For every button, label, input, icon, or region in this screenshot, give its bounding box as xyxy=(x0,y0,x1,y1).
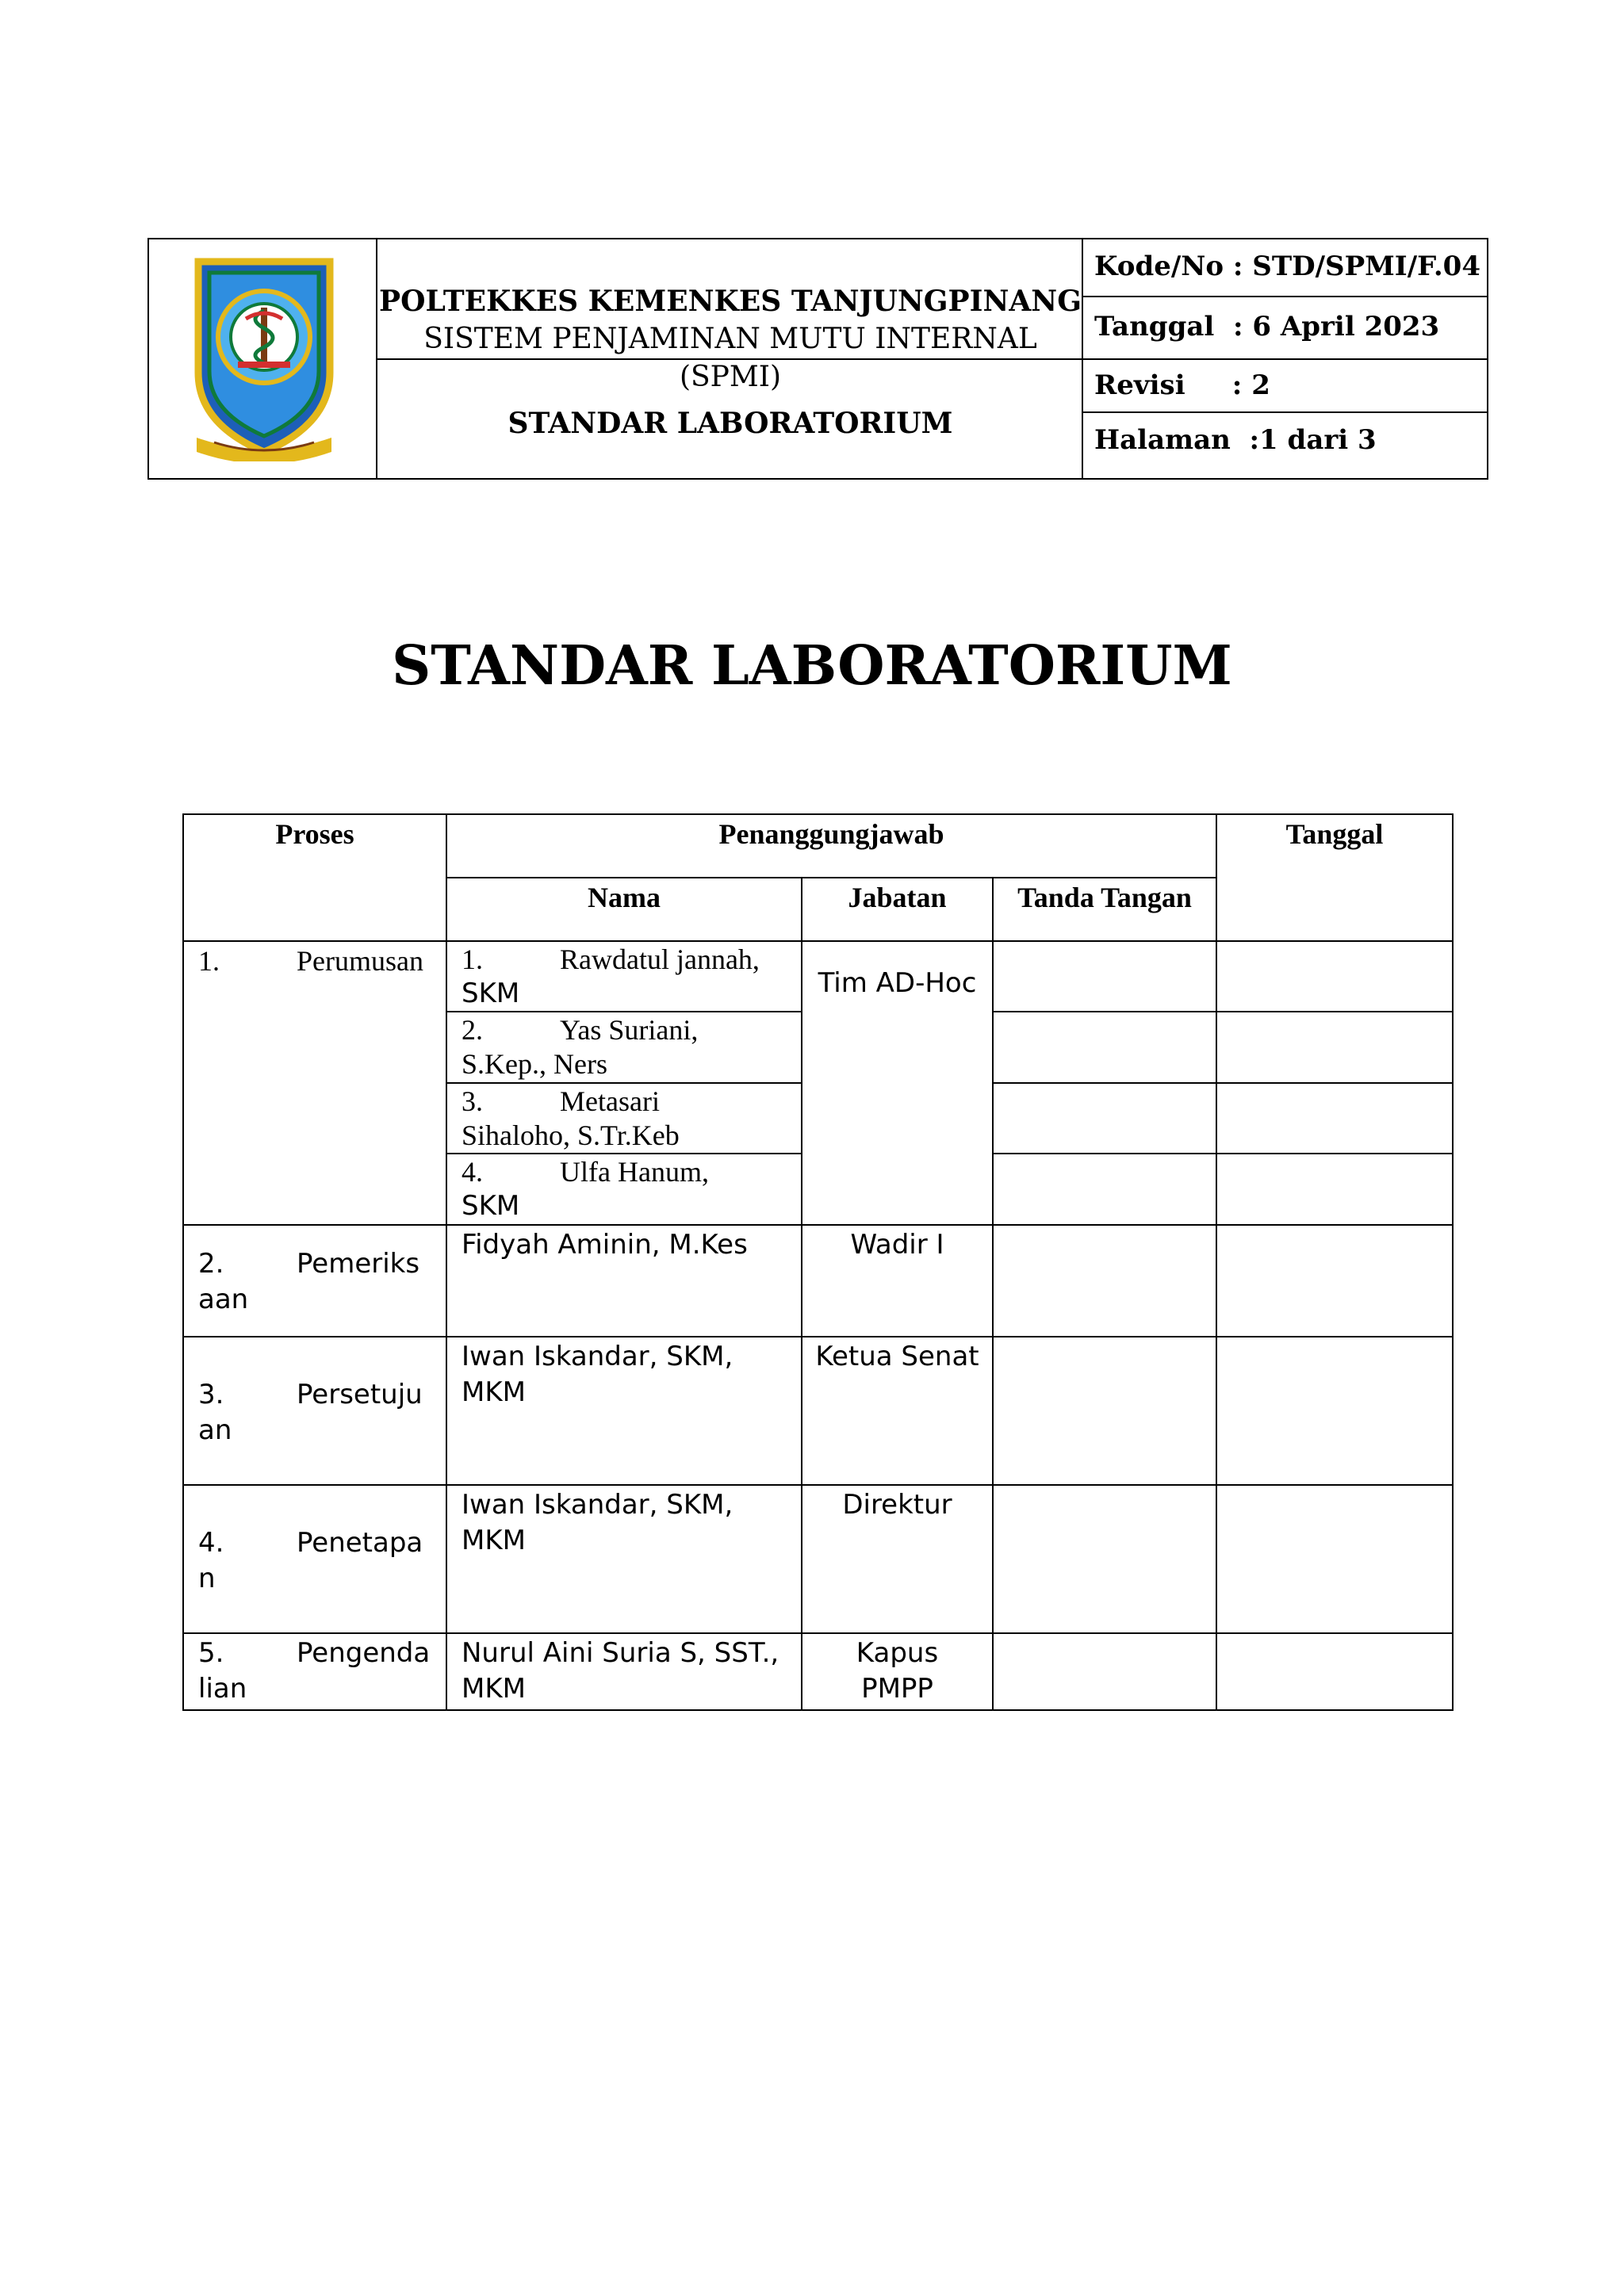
person-name-cont: SKM xyxy=(462,1190,520,1222)
table-border xyxy=(182,1484,1454,1486)
header-document-title: STANDAR LABORATORIUM xyxy=(508,407,953,440)
person-name-cont: S.Kep., Ners xyxy=(462,1048,607,1080)
process-name: Persetuju xyxy=(297,1379,423,1410)
person-name-cont: MKM xyxy=(462,1376,526,1408)
position-title: Tim AD-Hoc xyxy=(818,967,977,999)
institution-logo xyxy=(190,254,338,461)
header-proses: Proses xyxy=(275,818,354,850)
position-title: Kapus xyxy=(856,1637,939,1669)
logo-cell xyxy=(149,239,377,478)
person-name: Rawdatul jannah, xyxy=(560,943,760,975)
header-divider xyxy=(1083,296,1487,297)
name-number: 1. xyxy=(462,943,483,975)
header-tanda-tangan: Tanda Tangan xyxy=(1017,882,1192,913)
header-jabatan: Jabatan xyxy=(848,882,947,913)
meta-tanggal: Tanggal : 6 April 2023 xyxy=(1094,311,1440,342)
position-title: Direktur xyxy=(842,1489,952,1521)
person-name: Yas Suriani, xyxy=(560,1014,699,1046)
person-name-cont: MKM xyxy=(462,1525,526,1556)
meta-revisi: Revisi : 2 xyxy=(1094,369,1270,401)
table-border xyxy=(992,877,994,1711)
table-border xyxy=(182,940,1454,942)
person-name: Nurul Aini Suria S, SST., xyxy=(462,1637,779,1669)
person-name-cont: SKM xyxy=(462,978,520,1009)
person-name: Ulfa Hanum, xyxy=(560,1156,709,1188)
approval-table xyxy=(182,813,1454,1711)
table-border xyxy=(182,1336,1454,1337)
table-border xyxy=(182,1224,1454,1226)
process-name-cont: an xyxy=(198,1414,232,1446)
table-border xyxy=(1452,813,1454,1711)
name-number: 2. xyxy=(462,1014,483,1046)
person-name: Iwan Iskandar, SKM, xyxy=(462,1341,733,1372)
row-number: 2. xyxy=(198,1248,224,1280)
page-title: STANDAR LABORATORIUM xyxy=(392,634,1232,698)
table-border xyxy=(992,1153,1454,1154)
table-border xyxy=(801,877,802,1711)
process-name-cont: lian xyxy=(198,1673,247,1705)
document-header xyxy=(147,238,1488,480)
position-title: Ketua Senat xyxy=(815,1341,979,1372)
institution-heading xyxy=(379,282,1082,396)
process-name: Penetapa xyxy=(297,1527,423,1559)
process-name: Pengenda xyxy=(297,1637,431,1669)
table-border xyxy=(446,813,447,1711)
name-number: 3. xyxy=(462,1085,483,1117)
header-divider xyxy=(1083,358,1487,360)
header-divider xyxy=(1083,411,1487,413)
row-number: 5. xyxy=(198,1637,224,1669)
row-number: 3. xyxy=(198,1379,224,1410)
row-number: 1. xyxy=(198,945,220,977)
institution-name: POLTEKKES KEMENKES TANJUNGPINANG xyxy=(379,285,1082,318)
position-title: Wadir I xyxy=(850,1229,944,1261)
table-border xyxy=(182,1632,1454,1634)
person-name: Iwan Iskandar, SKM, xyxy=(462,1489,733,1521)
system-name: SISTEM PENJAMINAN MUTU INTERNAL (SPMI) xyxy=(423,323,1037,393)
meta-kode: Kode/No : STD/SPMI/F.04 xyxy=(1094,251,1480,282)
position-title-cont: PMPP xyxy=(861,1673,933,1705)
process-name-cont: n xyxy=(198,1563,216,1594)
table-border xyxy=(1216,813,1217,1711)
person-name-cont: MKM xyxy=(462,1673,526,1705)
header-penanggungjawab: Penanggungjawab xyxy=(718,818,944,850)
table-border xyxy=(992,1082,1454,1084)
table-border xyxy=(992,1011,1454,1012)
person-name: Metasari xyxy=(560,1085,660,1117)
person-name: Fidyah Aminin, M.Kes xyxy=(462,1229,748,1261)
meta-halaman: Halaman :1 dari 3 xyxy=(1094,424,1377,456)
row-number: 4. xyxy=(198,1527,224,1559)
process-name: Pemeriks xyxy=(297,1248,420,1280)
table-border xyxy=(182,813,1454,815)
table-border xyxy=(446,877,1217,878)
person-name-cont: Sihaloho, S.Tr.Keb xyxy=(462,1119,680,1151)
header-nama: Nama xyxy=(588,882,661,913)
table-border xyxy=(182,813,184,1711)
name-number: 4. xyxy=(462,1156,483,1188)
process-name: Perumusan xyxy=(297,945,423,977)
header-tanggal: Tanggal xyxy=(1285,818,1384,850)
table-border xyxy=(182,1709,1454,1711)
process-name-cont: aan xyxy=(198,1284,249,1315)
